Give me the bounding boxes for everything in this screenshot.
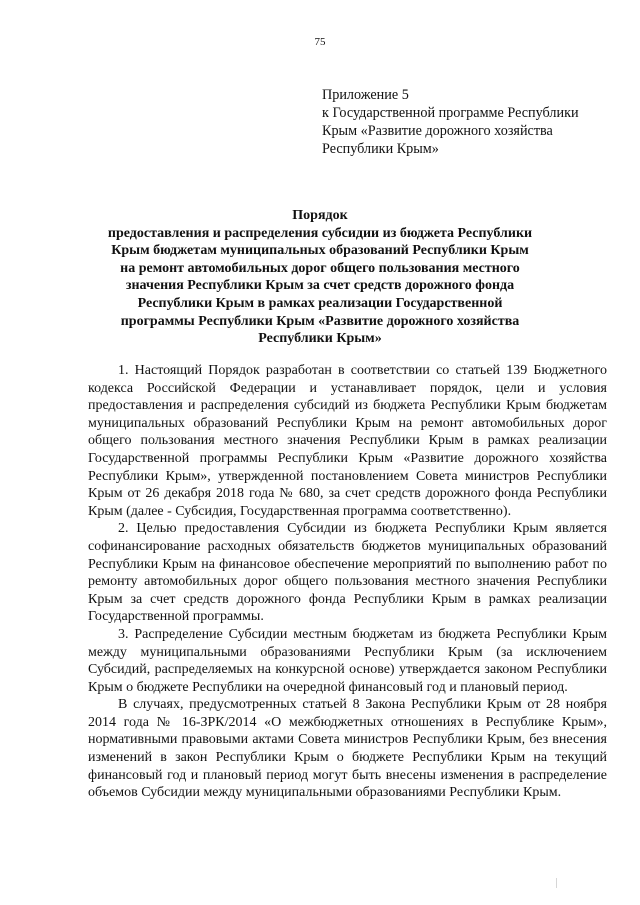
appendix-line: Приложение 5 — [322, 87, 409, 103]
document-body — [88, 362, 607, 802]
paragraph-3: 3. Распределение Субсидии местным бюджетам из бюджета Республики Крым между муниципальными образованиями Республики Крым (за исключением Субсидий, распределяемых на конкурсной основе) утверждается законом Республики Крым о бюджете Республики на очередной финансовый год и плановый период. — [88, 626, 607, 695]
title-line: предоставления и распределения субсидии из бюджета Республики — [107, 225, 533, 241]
title-line: Крым бюджетам муниципальных образований Республики Крым — [111, 243, 529, 259]
paragraph-1: 1. Настоящий Порядок разработан в соответствии со статьей 139 Бюджетного кодекса Российской Федерации и устанавливает порядок, цели и условия предоставления и распределения субсидий из бюджета Республики Крым бюджетам муниципальных образований Республики Крым на ремонт автомобильных дорог общего пользования местного значения Республики Крым в рамках реализации Государственной программы Республики Крым «Развитие дорожного хозяйства Республики Крым», утвержденной постановлением Совета министров Республики Крым от 26 декабря 2018 года № 680, за счет средств дорожного фонда Республики Крым (далее - Субсидия, Государственная программа соответственно). — [88, 363, 607, 519]
appendix-line: Республики Крым» — [322, 141, 439, 157]
page-number: 75 — [314, 36, 326, 48]
title-line: значения Республики Крым за счет средств дорожного фонда — [125, 278, 515, 294]
title-line: программы Республики Крым «Развитие дорожного хозяйства — [120, 313, 520, 329]
title-line: на ремонт автомобильных дорог общего пользования местного — [120, 260, 520, 276]
scan-mark — [556, 878, 565, 888]
document-title — [60, 207, 580, 348]
appendix-line: к Государственной программе Республики — [322, 105, 579, 121]
title-line: Республики Крым в рамках реализации Государственной — [137, 295, 503, 311]
title-line: Порядок — [292, 208, 348, 223]
paragraph-2: 2. Целью предоставления Субсидии из бюджета Республики Крым является софинансирование расходных обязательств бюджетов муниципальных образований Республики Крым на финансовое обеспечение мероприятий по выполнению работ по ремонту автомобильных дорог общего пользования местного значения Республики Крым за счет средств дорожного фонда Республики Крым в рамках реализации Государственной программы. — [88, 521, 607, 625]
appendix-line: Крым «Развитие дорожного хозяйства — [322, 123, 553, 139]
title-line: Республики Крым» — [258, 331, 382, 347]
paragraph-4: В случаях, предусмотренных статьей 8 Закона Республики Крым от 28 ноября 2014 года № 16-ЗРК/2014 «О межбюджетных отношениях в Республике Крым», нормативными правовыми актами Совета министров Республики Крым, без внесения изменений в закон Республики Крым о бюджете Республики Крым на текущий финансовый год и плановый период могут быть внесены изменения в распределение объемов Субсидии между муниципальными образованиями Республики Крым. — [88, 697, 607, 801]
appendix-heading — [322, 86, 622, 158]
